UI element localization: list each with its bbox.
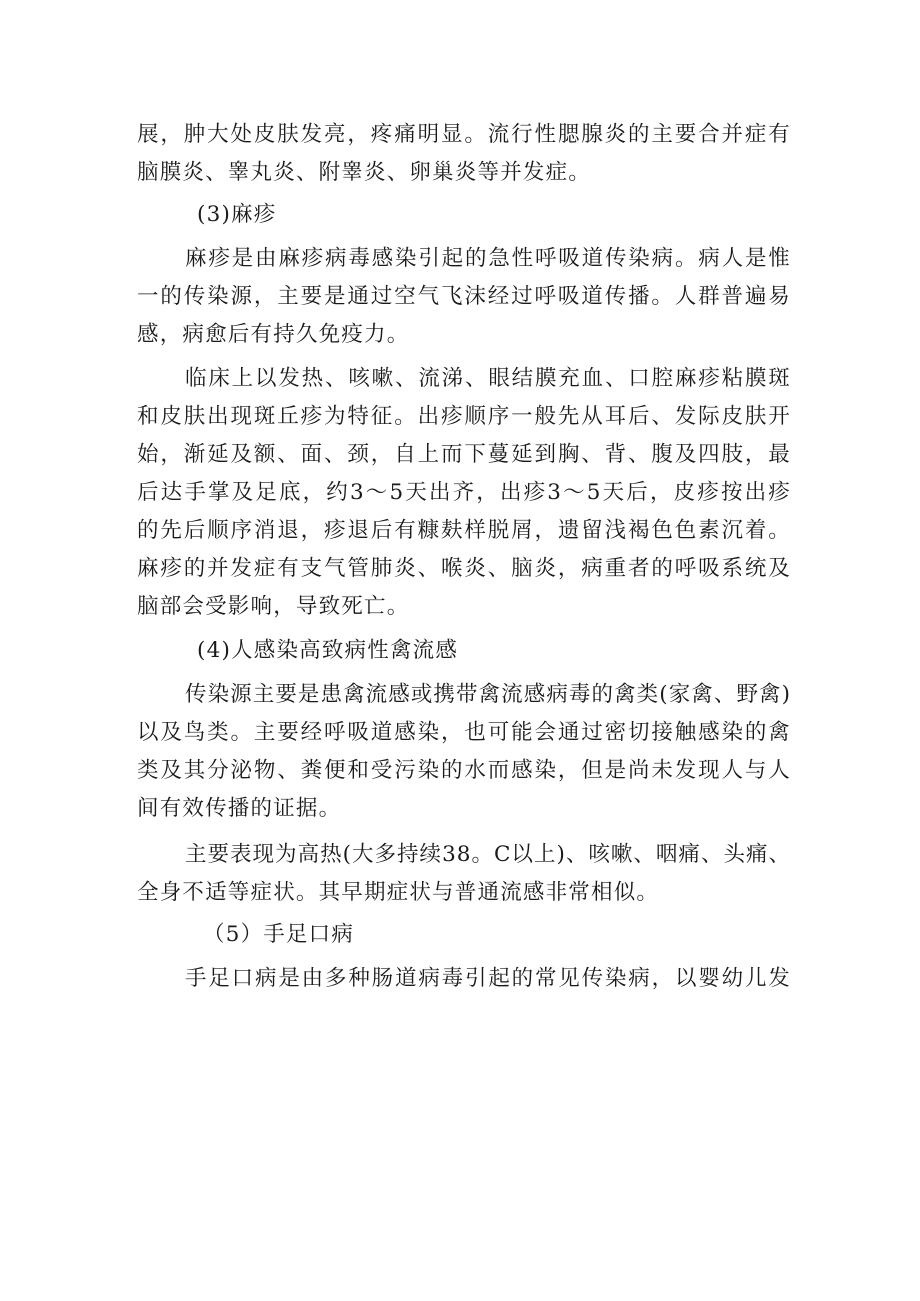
- text-line: 展，肿大处皮肤发亮，疼痛明显。流行性腮腺炎的主要合并症有: [137, 122, 791, 147]
- text-line: 传染源主要是患禽流感或携带禽流感病毒的禽类(家禽、野禽): [185, 682, 791, 707]
- section-heading-measles: (3)麻疹: [197, 202, 277, 227]
- text-line: 全身不适等症状。其早期症状与普通流感非常相似。: [137, 880, 660, 905]
- text-line: 手足口病是由多种肠道病毒引起的常见传染病，以婴幼儿发: [185, 966, 791, 991]
- text-line: 类及其分泌物、粪便和受污染的水而感染，但是尚未发现人与人: [137, 758, 791, 783]
- text-line: 始，渐延及额、面、颈，自上而下蔓延到胸、背、腹及四肢，最: [137, 442, 791, 467]
- text-line: 麻疹是由麻疹病毒感染引起的急性呼吸道传染病。病人是惟: [185, 246, 791, 271]
- text-line: 脑部会受影响，导致死亡。: [137, 594, 410, 619]
- text-line: 一的传染源，主要是通过空气飞沫经过呼吸道传播。人群普遍易: [137, 284, 791, 309]
- text-line: 麻疹的并发症有支气管肺炎、喉炎、脑炎，病重者的呼吸系统及: [137, 556, 791, 581]
- text-line: 间有效传播的证据。: [137, 796, 342, 821]
- text-line: 后达手掌及足底，约3～5天出齐，出疹3～5天后，皮疹按出疹: [137, 480, 791, 505]
- section-heading-avian-influenza: (4)人感染高致病性禽流感: [197, 638, 459, 663]
- section-heading-hand-foot-mouth: （5）手足口病: [203, 922, 355, 947]
- text-line: 感，病愈后有持久免疫力。: [137, 322, 410, 347]
- text-line: 脑膜炎、睾丸炎、附睾炎、卵巢炎等并发症。: [137, 160, 592, 185]
- text-line: 主要表现为高热(大多持续38。C以上)、咳嗽、咽痛、头痛、: [185, 842, 791, 867]
- text-line: 和皮肤出现斑丘疹为特征。出疹顺序一般先从耳后、发际皮肤开: [137, 404, 791, 429]
- text-line: 以及鸟类。主要经呼吸道感染，也可能会通过密切接触感染的禽: [137, 720, 791, 745]
- text-line: 临床上以发热、咳嗽、流涕、眼结膜充血、口腔麻疹粘膜斑: [185, 366, 791, 391]
- text-line: 的先后顺序消退，疹退后有糠麸样脱屑，遗留浅褐色色素沉着。: [137, 518, 791, 543]
- body-text: [137, 116, 791, 998]
